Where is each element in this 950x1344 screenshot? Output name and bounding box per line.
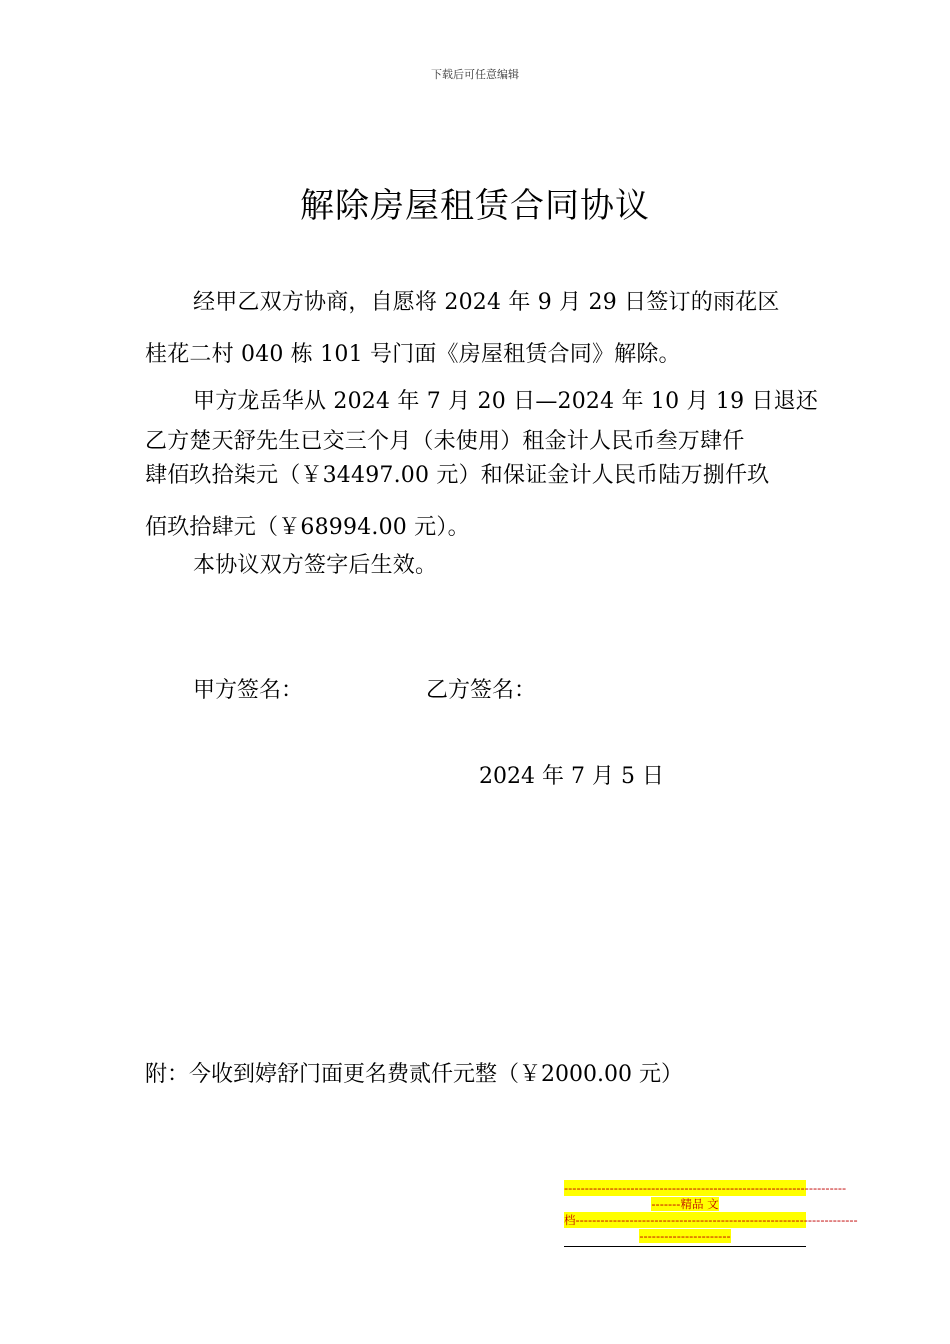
document-title: 解除房屋租赁合同协议 — [300, 186, 650, 226]
paragraph-2-line-4: 佰玖拾肆元（￥68994.00 元）。 — [145, 515, 470, 540]
signature-party-a: 甲方签名： — [193, 678, 304, 703]
document-stamp — [564, 1180, 858, 1247]
agreement-date: 2024 年 7 月 5 日 — [479, 764, 664, 789]
stamp-row-2 — [564, 1196, 806, 1212]
signature-party-b: 乙方签名： — [426, 678, 537, 703]
paragraph-1-line-1: 经甲乙双方协商，自愿将 2024 年 9 月 29 日签订的雨花区 — [193, 290, 780, 315]
header-note: 下载后可任意编辑 — [431, 68, 519, 81]
stamp-row-1: -------------------------------------------------------------------- — [564, 1181, 847, 1195]
paragraph-1-line-2: 桂花二村 040 栋 101 号门面《房屋租赁合同》解除。 — [145, 342, 681, 367]
paragraph-3-line-1: 本协议双方签字后生效。 — [193, 553, 438, 578]
paragraph-2-line-2: 乙方楚天舒先生已交三个月（未使用）租金计人民币叁万肆仟 — [145, 429, 745, 454]
stamp-row-2-text: -------精品 文 — [651, 1197, 719, 1211]
paragraph-2-line-3: 肆佰玖拾柒元（￥34497.00 元）和保证金计人民币陆万捌仟玖 — [145, 463, 770, 488]
stamp-row-4-text: ---------------------- — [639, 1229, 731, 1243]
stamp-row-3: 档-------------------------------------------------------------------- — [564, 1213, 858, 1227]
stamp-row-4 — [564, 1228, 806, 1244]
paragraph-2-line-1: 甲方龙岳华从 2024 年 7 月 20 日—2024 年 10 月 19 日退还 — [193, 389, 819, 414]
appendix-note: 附：今收到婷舒门面更名费贰仟元整（￥2000.00 元） — [145, 1062, 683, 1087]
